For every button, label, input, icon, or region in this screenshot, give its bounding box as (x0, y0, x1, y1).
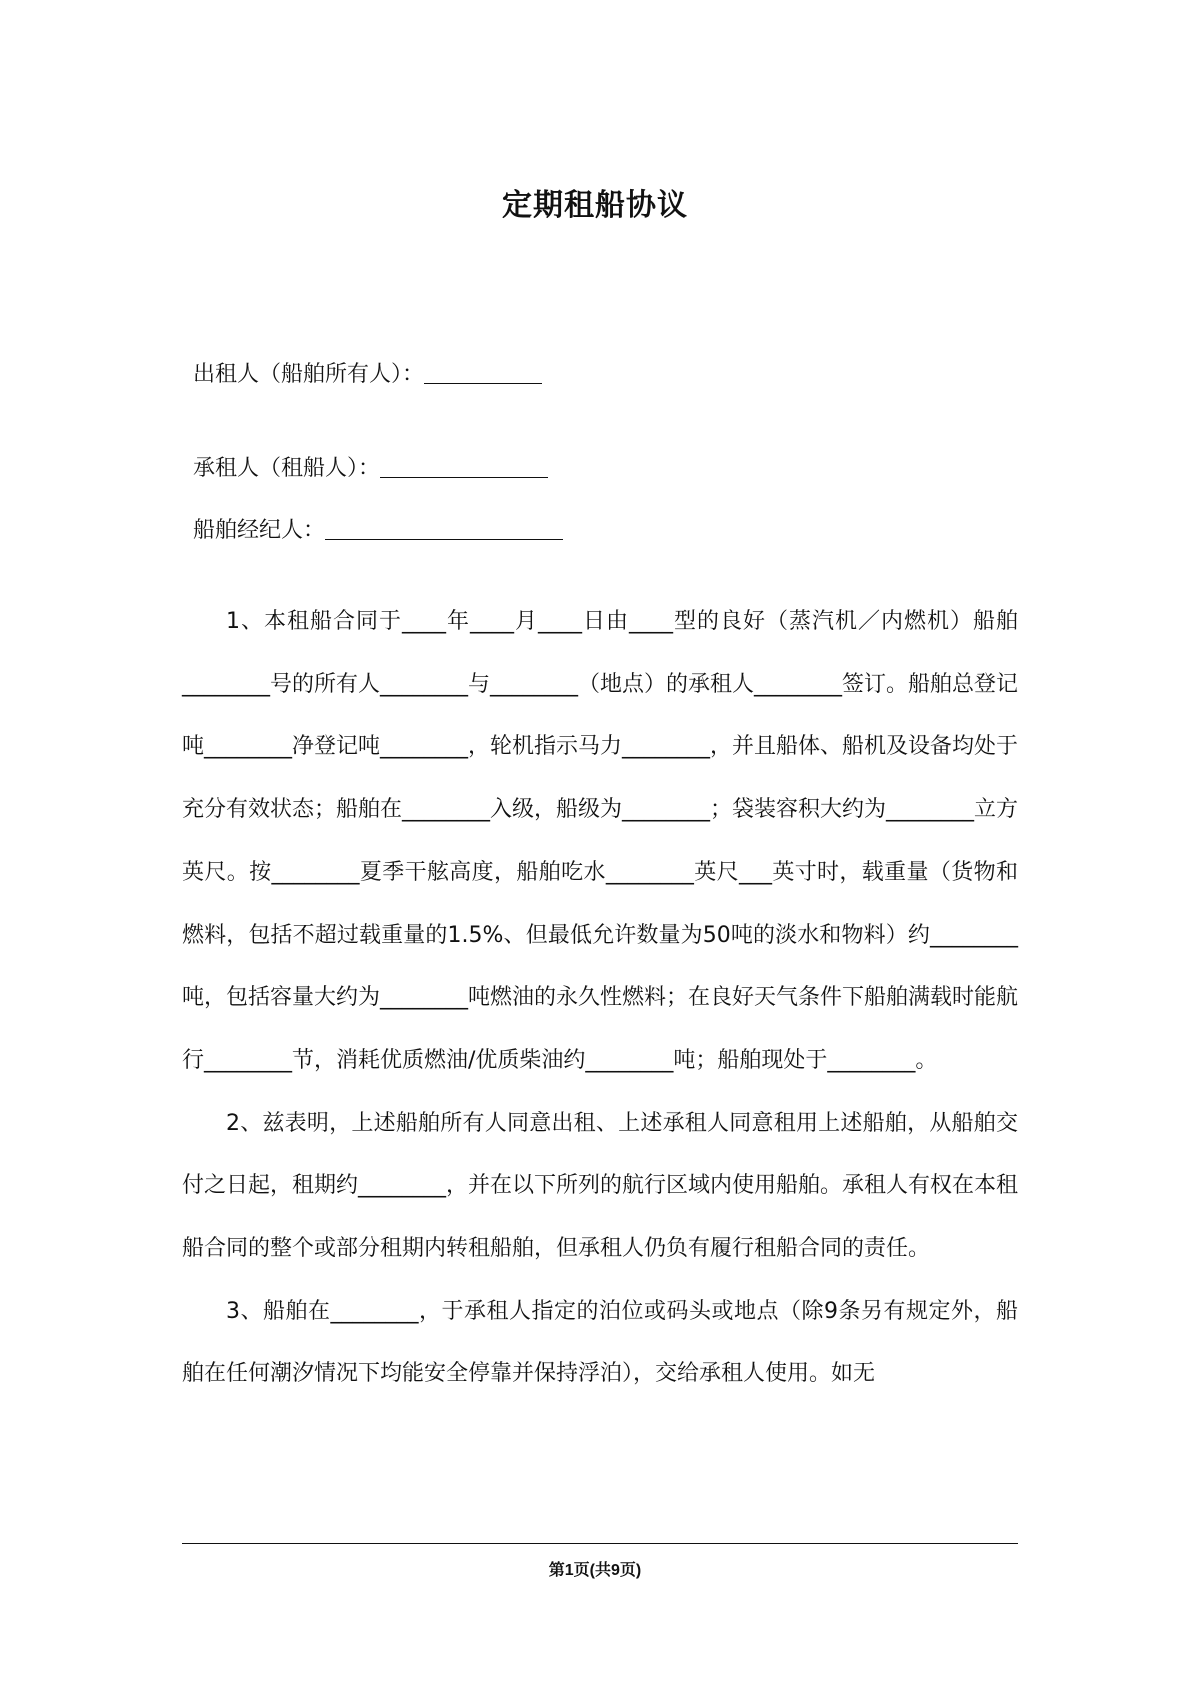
charterer-blank-line (380, 455, 548, 478)
clause-2: 2、兹表明，上述船舶所有人同意出租、上述承租人同意租用上述船舶，从船舶交付之日起，租期约________，并在以下所列的航行区域内使用船舶。承租人有权在本租船合同的整个或部分租期内转租船舶，但承租人仍负有履行租船合同的责任。 (182, 1110, 1019, 1262)
contract-body (182, 591, 1018, 1406)
broker-field (193, 513, 563, 544)
footer-divider (182, 1543, 1018, 1544)
lessor-field (193, 357, 542, 388)
broker-blank-line (325, 517, 563, 540)
charterer-label: 承租人（租船人）： (193, 456, 381, 481)
lessor-label: 出租人（船舶所有人）： (193, 362, 425, 387)
clause-1: 1、本租船合同于____年____月____日由____型的良好（蒸汽机／内燃机）船舶________号的所有人________与________（地点）的承租人________签订。船舶总登记吨________净登记吨________，轮机指示马力________，并且船体、船机及设备均处于充分有效状态；船舶在________入级，船级为________；袋装容积大约为________立方英尺。按________夏季干舷高度，船舶吃水________英尺___英寸时，载重量（货物和燃料，包括不超过载重量的1.5%、但最低允许数量为50吨的淡水和物料）约________吨，包括容量大约为________吨燃油的永久性燃料；在良好天气条件下船舶满载时能航行________节，消耗优质燃油/优质柴油约________吨；船舶现处于________。 (182, 609, 1019, 1073)
lessor-blank-line (424, 361, 542, 384)
document-title: 定期租船协议 (502, 188, 688, 223)
clause-3: 3、船舶在________，于承租人指定的泊位或码头或地点（除9条另有规定外，船舶在任何潮汐情况下均能安全停靠并保持浮泊），交给承租人使用。如无 (182, 1298, 1018, 1387)
page-number: 第1页(共9页) (548, 1562, 642, 1579)
broker-label: 船舶经纪人： (193, 518, 326, 543)
charterer-field (193, 451, 548, 482)
